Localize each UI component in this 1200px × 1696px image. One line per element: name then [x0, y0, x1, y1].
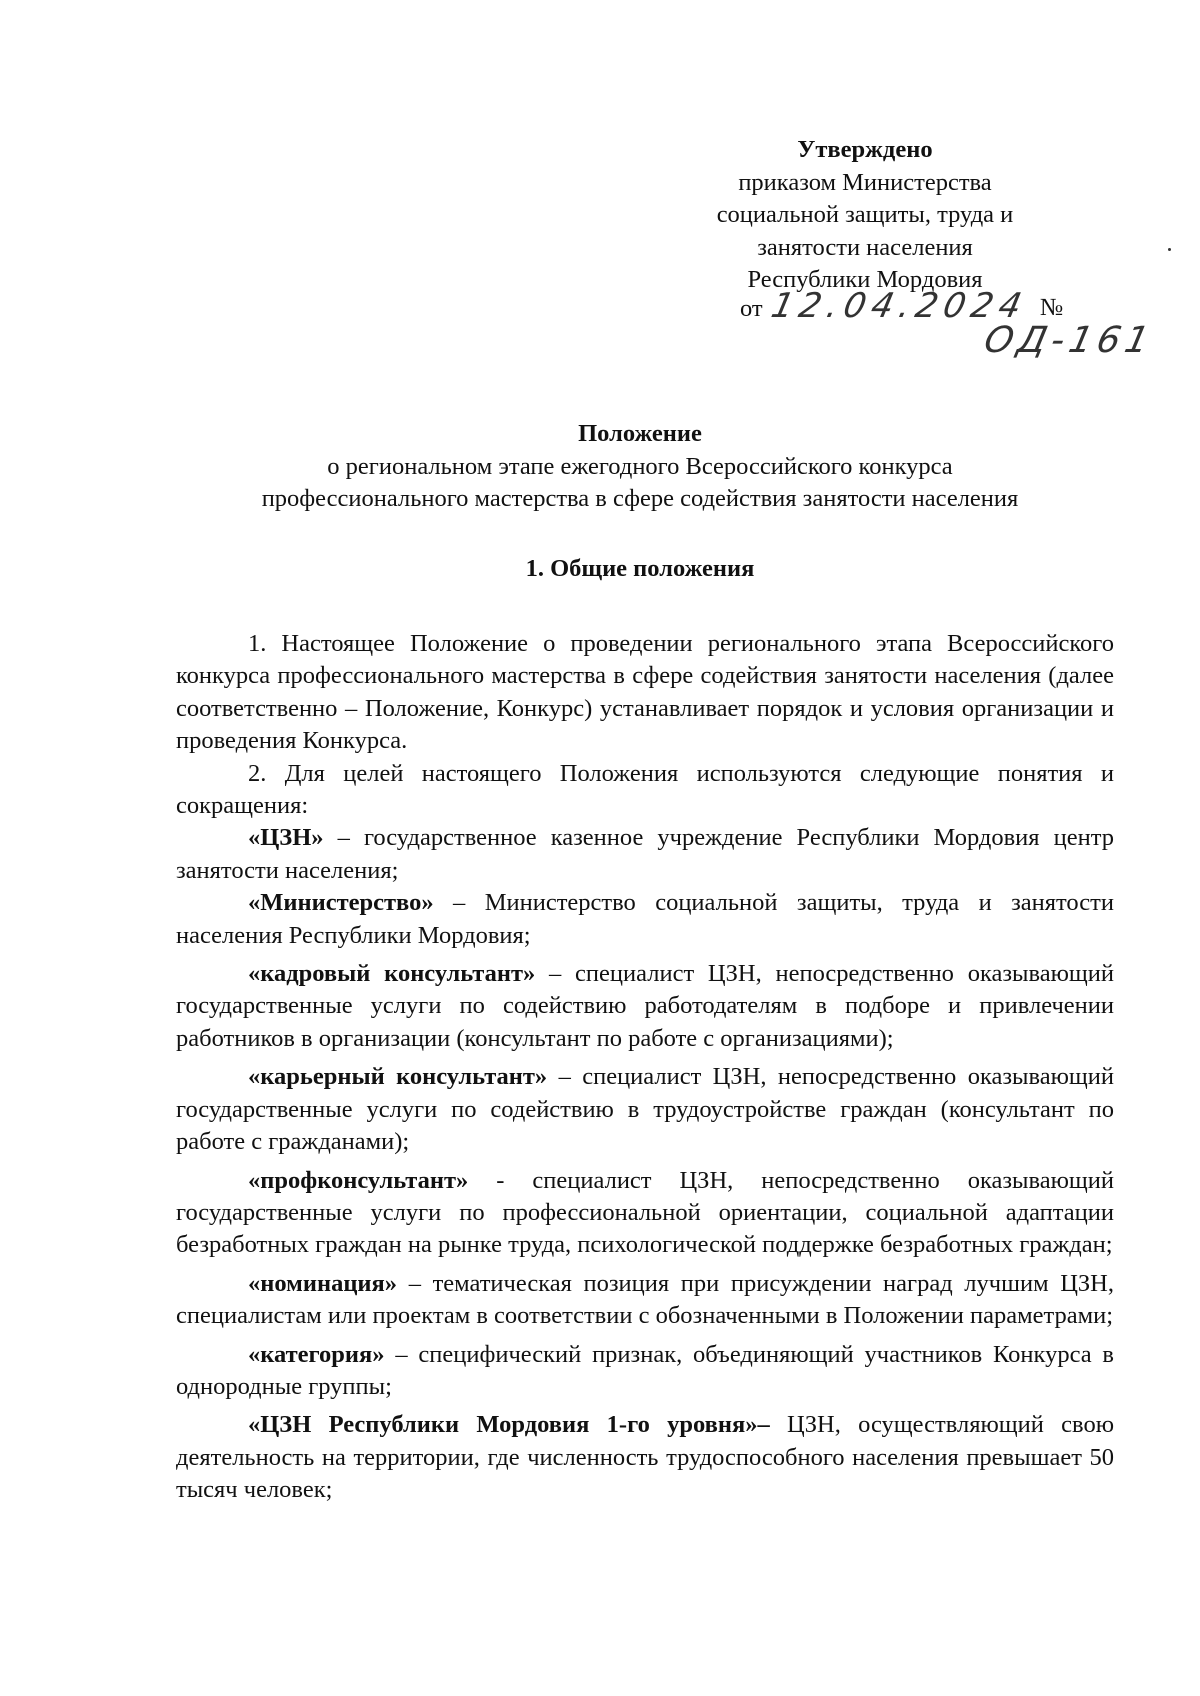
paragraph	[176, 758, 1114, 823]
definition-text: – специфический признак, объединяющий участников Конкурса в однородные группы;	[176, 1340, 1114, 1400]
definition-text: - специалист ЦЗН, непосредственно оказывающий государственные услуги по профессиональной ориентации, социальной адаптации безработных граждан на рынке труда, психологической поддержке безработных граждан;	[176, 1166, 1114, 1259]
definition-term: «кадровый консультант»	[248, 960, 536, 988]
document-subtitle: о региональном этапе ежегодного Всероссийского конкурса	[327, 452, 953, 480]
document-body	[176, 628, 1114, 1507]
approval-line: Республики Мордовия	[747, 266, 983, 293]
definition-term: «ЦЗН»	[248, 824, 324, 852]
definition-text: – специалист ЦЗН, непосредственно оказывающий государственные услуги по содействию в трудоустройстве граждан (консультант по работе с гражданами);	[176, 1063, 1114, 1156]
approval-line: социальной защиты, труда и	[716, 201, 1014, 228]
definition	[176, 887, 1114, 952]
document-title: Положение	[578, 420, 702, 447]
paragraph-text: 1. Настоящее Положение о проведении регионального этапа Всероссийского конкурса профессионального мастерства в сфере содействия занятости населения (далее соответственно – Положение, Конкурс) устанавливает порядок и условия организации и проведения Конкурса.	[176, 630, 1114, 755]
handwritten-date: 12.04.2024	[767, 286, 1031, 326]
definition	[176, 1339, 1114, 1404]
definition-text: – тематическая позиция при присуждении наград лучшим ЦЗН, специалистам или проектам в соответствии с обозначенными в Положении параметрами;	[176, 1269, 1114, 1330]
definition	[176, 958, 1114, 1055]
handwritten-order-number: ОД-161	[980, 320, 1158, 361]
paragraph	[176, 628, 1114, 758]
paragraph-text: 2. Для целей настоящего Положения используются следующие понятия и сокращения:	[176, 759, 1114, 820]
document-title-block	[180, 418, 1100, 516]
definition	[176, 1268, 1114, 1333]
approval-line: занятости населения	[757, 233, 973, 261]
date-prefix: от	[740, 295, 763, 322]
definition	[176, 822, 1114, 887]
definition-term: «профконсультант»	[248, 1166, 469, 1194]
approval-heading: Утверждено	[797, 136, 933, 163]
scan-speck	[1168, 248, 1171, 251]
definition	[176, 1061, 1114, 1158]
definition-term: «карьерный консультант»	[248, 1063, 548, 1091]
definition-term: «ЦЗН Республики Мордовия 1-го уровня»–	[248, 1411, 770, 1439]
number-sign: №	[1040, 294, 1064, 321]
section-heading: 1. Общие положения	[525, 555, 755, 582]
approval-block	[690, 134, 1040, 297]
definition-text: – специалист ЦЗН, непосредственно оказывающий государственные услуги по содействию работодателям в подборе и привлечении работников в организации (консультант по работе с организациями);	[176, 960, 1115, 1052]
definition-text: ЦЗН, осуществляющий свою деятельность на территории, где численность трудоспособного населения превышает 50 тысяч человек;	[176, 1411, 1114, 1504]
definition-text: – Министерство социальной защиты, труда и занятости населения Республики Мордовия;	[176, 889, 1114, 949]
definition-text: – государственное казенное учреждение Республики Мордовия центр занятости населения;	[176, 824, 1114, 884]
definition	[176, 1409, 1114, 1506]
definition	[176, 1165, 1114, 1262]
definition-term: «Министерство»	[248, 889, 434, 917]
definition-term: «номинация»	[248, 1269, 398, 1297]
definition-term: «категория»	[248, 1340, 385, 1368]
document-subtitle: профессионального мастерства в сфере содействия занятости населения	[261, 485, 1019, 512]
approval-line: приказом Министерства	[738, 168, 992, 196]
